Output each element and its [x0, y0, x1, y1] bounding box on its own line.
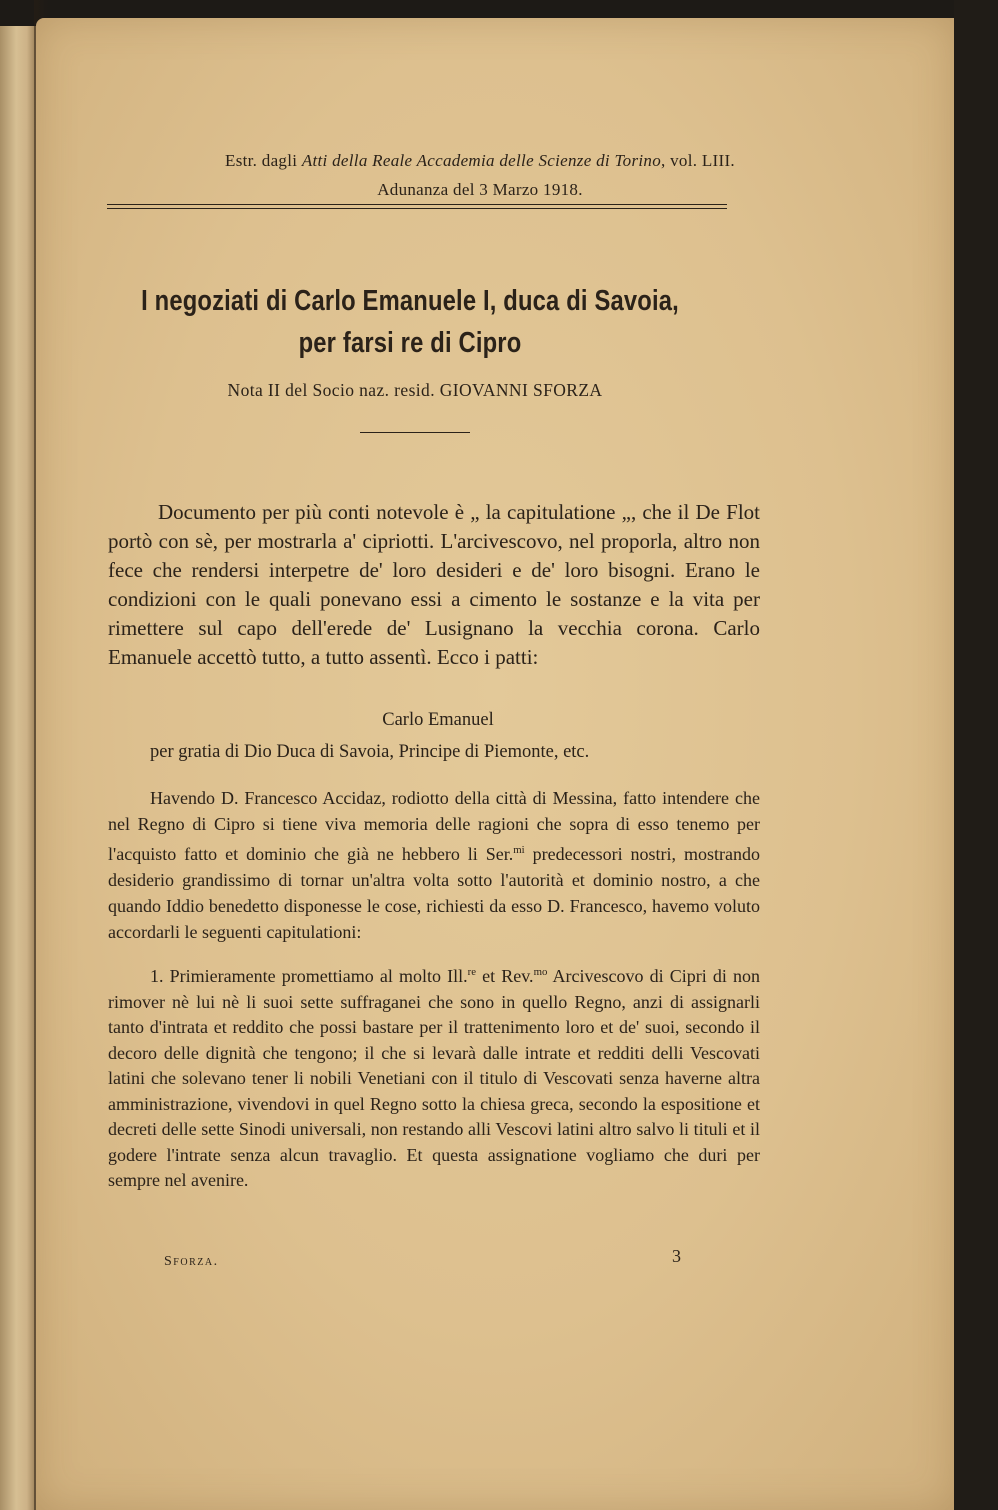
separator-rule: [360, 432, 470, 433]
header-line-2: Adunanza del 3 Marzo 1918.: [377, 180, 583, 199]
publication-header: [110, 146, 850, 204]
scan-background-edge: [954, 0, 998, 1510]
author-line: Nota II del Socio naz. resid. GIOVANNI SFORZA: [227, 380, 603, 400]
adjacent-page-edge: [0, 26, 38, 1510]
header-rule-top: [107, 204, 727, 205]
capitulation-item-1: 1. Primieramente promettiamo al molto Ill.$^{re}$ et Rev.$^{mo}$ Arcivescovo di Cipri di non rimover nè lui nè li suoi sette suffraganei che sono in quello Regno, anzi di assignarli tanto d'intrata et reddito che possi bastare per il trattenimento loro et de' suoi, secondo il decoro delle dignità che tengono; il che si levarà dalle intrate et redditi delli Vescovati latini che solevano tener li nobili Venetiani con il titulo di Vescovati senza haverne altra amministrazione, vivendovi in quel Regno sotto la chiesa greca, secondo la espositione et decreti delle sette Sinodi universali, non restando alli Vescovi latini altro salvo li tituli et il godere l'intrate senza alcun travaglio. Et questa assignatione vogliamo che duri per sempre nel avenire.: [108, 966, 760, 1190]
title-line-2: per farsi re di Cipro: [298, 327, 522, 359]
header-line-1: Estr. dagli Atti della Reale Accademia delle Scienze di Torino, vol. LIII.: [225, 151, 735, 170]
journal-title: Atti della Reale Accademia delle Scienze di Torino: [301, 151, 662, 170]
salutation-name: Carlo Emanuel: [382, 710, 494, 730]
document-paragraph: Havendo D. Francesco Accidaz, rodiotto della città di Messina, fatto intendere che nel Regno di Cipro si tiene viva memoria delle ragioni che sopra di esso tenemo per l'acquisto fatto et dominio che già ne hebbero li Ser.$^{mi}$ predecessori nostri, mostrando desiderio grandissimo di tornar un'altra volta sotto l'autorità et dominio nostro, a che quando Iddio benedetto disponesse le cose, richiesti da esso D. Francesco, havemo voluto accordarli le seguenti capitulationi:: [108, 788, 760, 942]
header-rule-bottom: [107, 208, 727, 209]
article-title: [139, 280, 680, 364]
footer-author: Sforza.: [164, 1254, 219, 1269]
salutation-title: per gratia di Dio Duca di Savoia, Principe di Piemonte, etc.: [150, 742, 590, 762]
paper-page: [36, 18, 954, 1510]
title-line-1: I negoziati di Carlo Emanuele I, duca di Savoia,: [141, 285, 679, 317]
page-number: 3: [672, 1246, 681, 1266]
intro-paragraph: Documento per più conti notevole è „ la capitulatione „, che il De Flot portò con sè, per mostrarla a' cipriotti. L'arcivescovo, nel proporla, altro non fece che rendersi interpetre de' loro desideri e de' loro bisogni. Erano le condizioni con le quali ponevano essi a cimento le sostanze e la vita per rimettere sul capo dell'erede de' Lusignano la vecchia corona. Carlo Emanuele accettò tutto, a tutto assentì. Ecco i patti:: [108, 500, 760, 669]
